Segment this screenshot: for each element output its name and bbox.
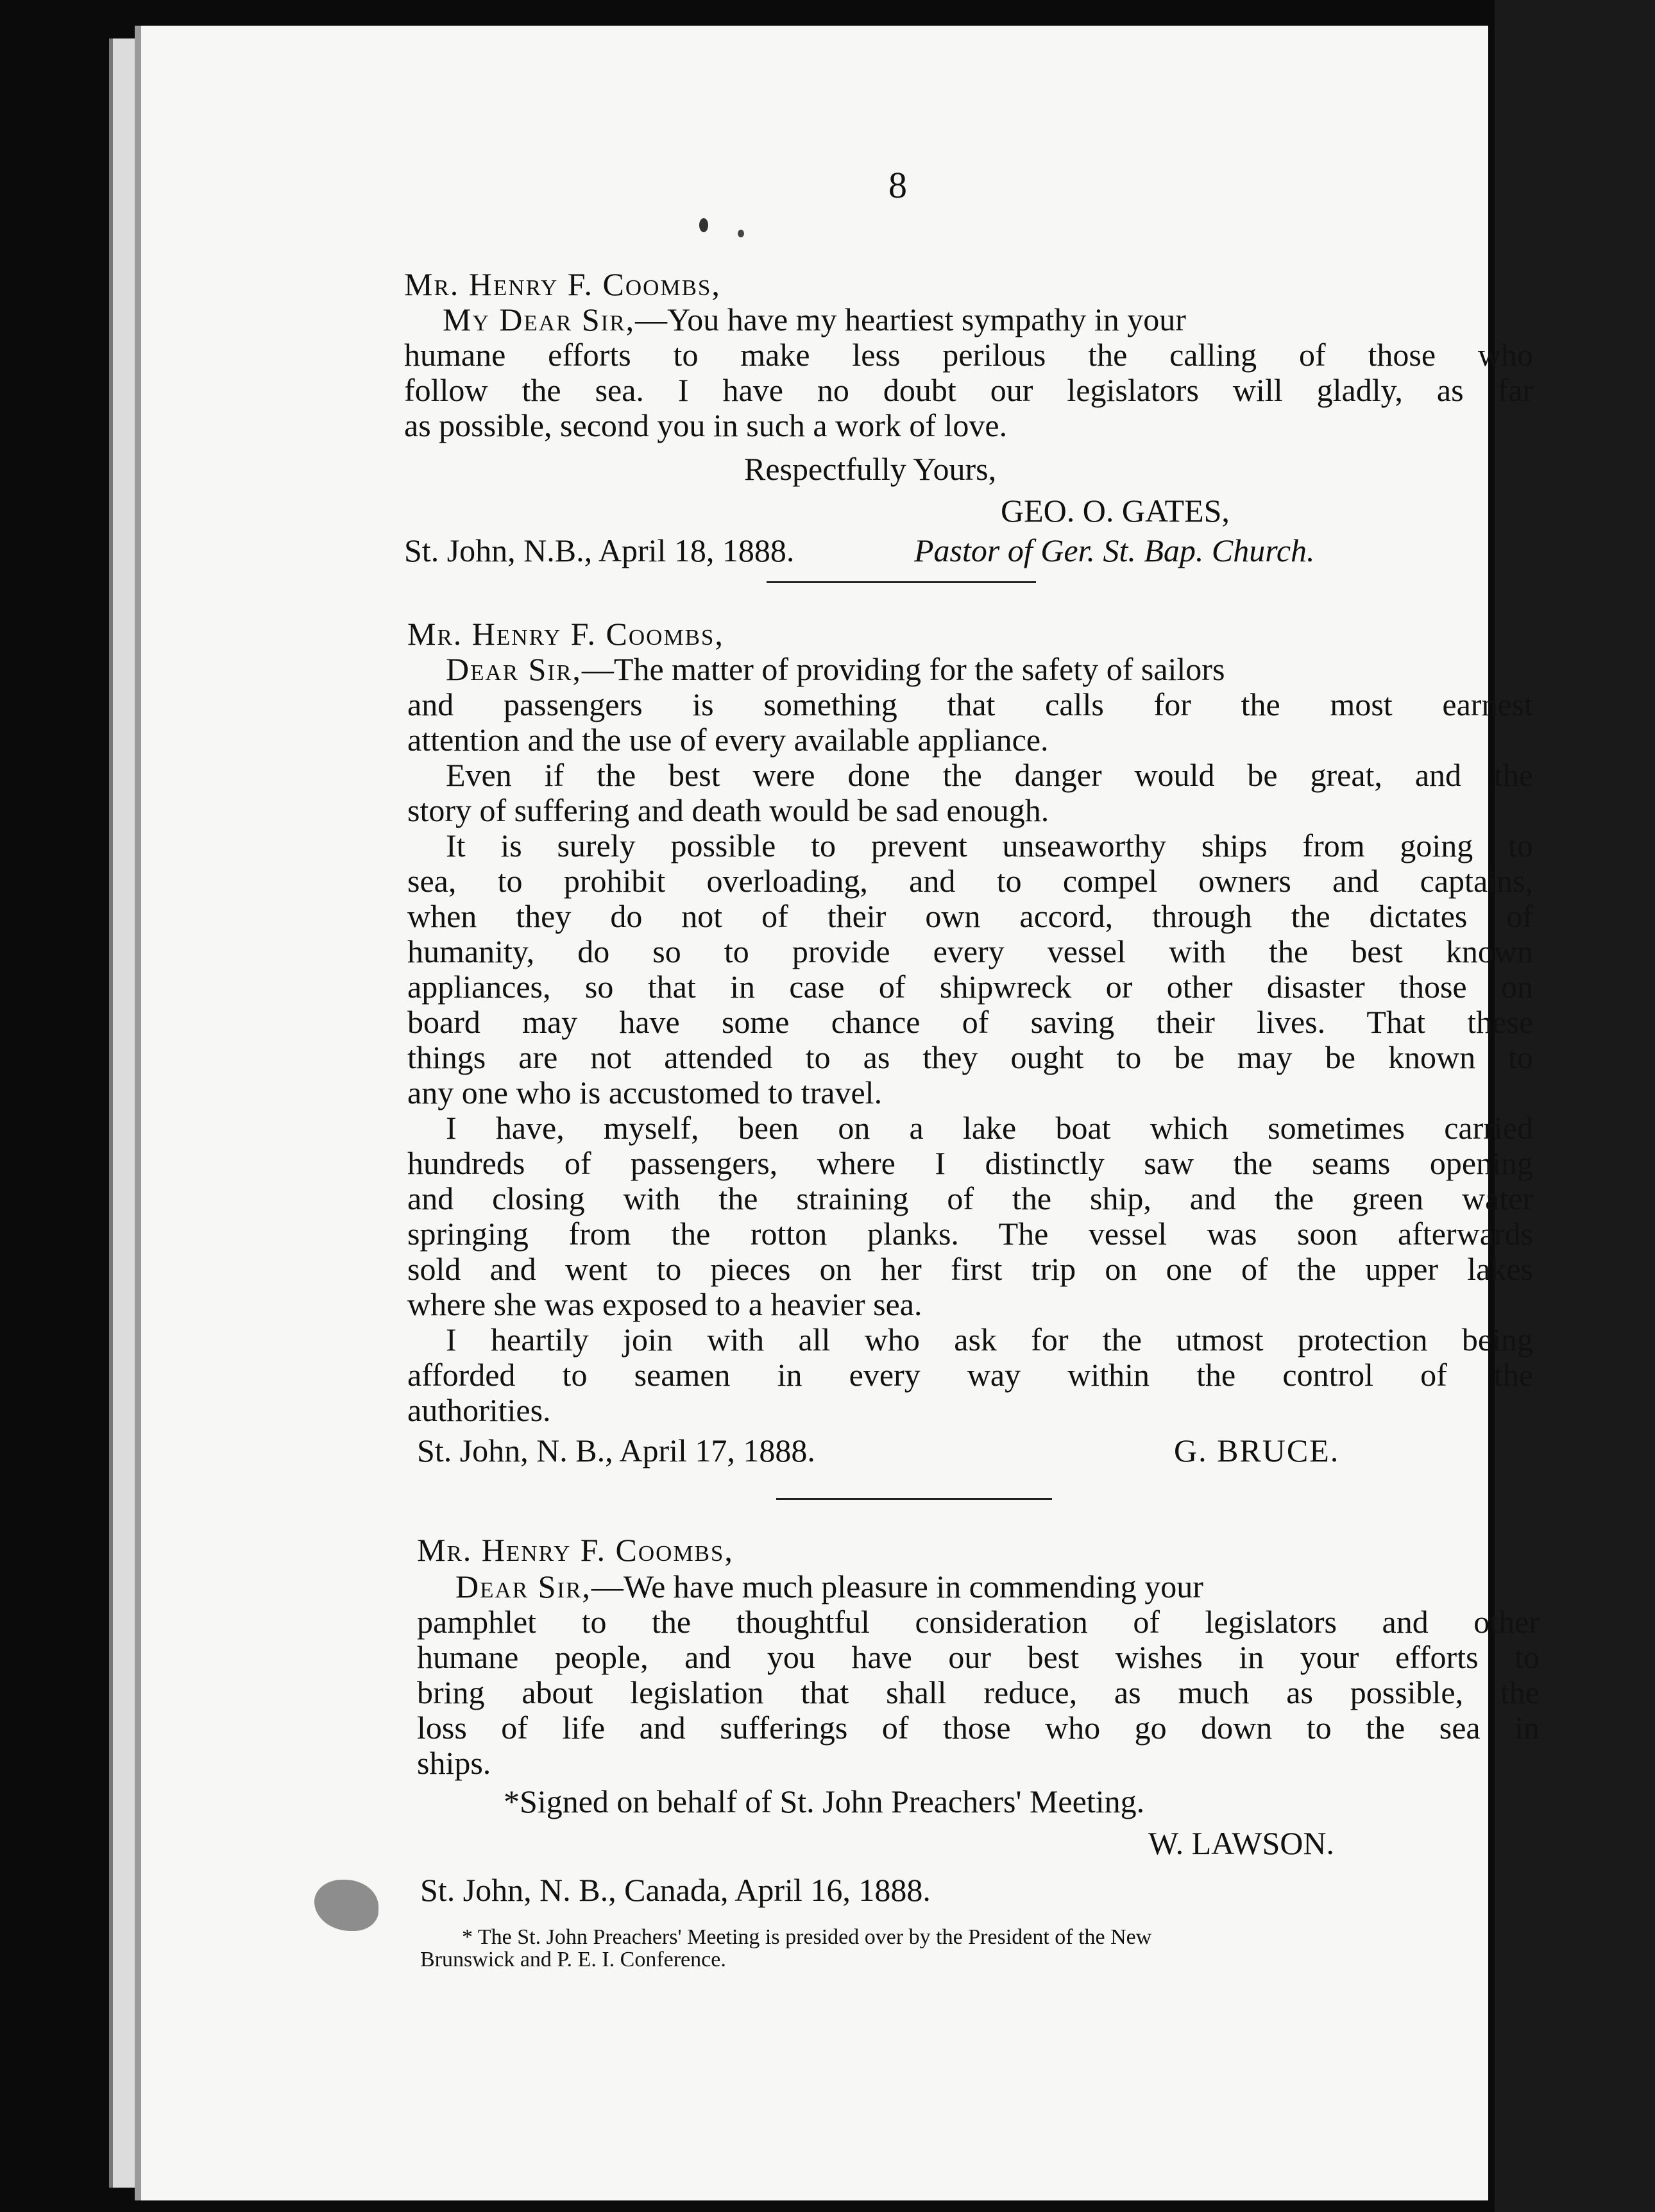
body-line: It is surely possible to prevent unseaworthy ships from going to <box>446 828 1533 864</box>
opening: My Dear Sir, <box>443 302 636 337</box>
body-line: authorities. <box>407 1392 551 1428</box>
body-line: board may have some chance of saving their lives. That these <box>407 1004 1533 1040</box>
body-line: sold and went to pieces on her first trip on one of the upper lakes <box>407 1251 1533 1287</box>
body-line: things are not attended to as they ought to be may be known to <box>407 1039 1533 1075</box>
body-line: ships. <box>417 1745 491 1781</box>
footnote-line: Brunswick and P. E. I. Conference. <box>420 1948 726 1971</box>
page-number: 8 <box>888 164 907 206</box>
salutation: Mr. Henry F. Coombs, <box>417 1532 734 1568</box>
footnote-line: * The St. John Preachers' Meeting is presided over by the President of the New <box>462 1925 1152 1949</box>
body-line: hundreds of passengers, where I distinctly saw the seams opening <box>407 1145 1533 1181</box>
place-date: St. John, N. B., April 17, 1888. <box>417 1433 815 1468</box>
place-date: St. John, N.B., April 18, 1888. <box>404 532 795 568</box>
body-line: as possible, second you in such a work of love. <box>404 407 1008 443</box>
body-line: sea, to prohibit overloading, and to compel owners and captains, <box>407 863 1533 899</box>
body-line: and closing with the straining of the ship, and the green water <box>407 1180 1533 1216</box>
body-line: when they do not of their own accord, through the dictates of <box>407 898 1533 934</box>
body-line: loss of life and sufferings of those who go down to the sea in <box>417 1710 1540 1746</box>
divider <box>776 1498 1052 1500</box>
body-line: and passengers is something that calls for the most earnest <box>407 686 1533 722</box>
page-text <box>135 26 1540 2200</box>
body-line: where she was exposed to a heavier sea. <box>407 1286 922 1322</box>
body-line: I have, myself, been on a lake boat which sometimes carried <box>446 1110 1533 1146</box>
body-line: My Dear Sir,—You have my heartiest sympathy in your <box>443 302 1186 337</box>
body-line: afforded to seamen in every way within the control of the <box>407 1357 1533 1393</box>
salutation: Mr. Henry F. Coombs, <box>407 616 724 652</box>
body-line: pamphlet to the thoughtful consideration of legislators and other <box>417 1604 1540 1640</box>
body-line: any one who is accustomed to travel. <box>407 1075 883 1110</box>
body-line: follow the sea. I have no doubt our legislators will gladly, as far <box>404 372 1533 408</box>
signature: G. BRUCE. <box>1174 1433 1340 1468</box>
body-line: story of suffering and death would be sad enough. <box>407 792 1049 828</box>
body-line: humanity, do so to provide every vessel with the best known <box>407 933 1533 969</box>
body-line: appliances, so that in case of shipwreck or other disaster those on <box>407 969 1533 1005</box>
signer-title: Pastor of Ger. St. Bap. Church. <box>914 532 1315 568</box>
signing-note: *Signed on behalf of St. John Preachers' Meeting. <box>504 1783 1145 1819</box>
body-line: Even if the best were done the danger would be great, and the <box>446 757 1533 793</box>
divider <box>767 581 1036 583</box>
salutation: Mr. Henry F. Coombs, <box>404 266 721 302</box>
body-line: attention and the use of every available appliance. <box>407 722 1049 758</box>
place-date: St. John, N. B., Canada, April 16, 1888. <box>420 1872 931 1908</box>
opening: Dear Sir, <box>446 651 582 687</box>
document-page <box>135 26 1540 2200</box>
opening: Dear Sir, <box>455 1569 591 1604</box>
body-line: bring about legislation that shall reduce, as much as possible, the <box>417 1674 1540 1710</box>
body-line: I heartily join with all who ask for the utmost protection being <box>446 1322 1533 1357</box>
signature: GEO. O. GATES, <box>1001 493 1230 529</box>
signature: W. LAWSON. <box>1148 1825 1334 1861</box>
closing: Respectfully Yours, <box>744 451 997 487</box>
body-line: Dear Sir,—The matter of providing for the safety of sailors <box>446 651 1225 687</box>
body-line: humane people, and you have our best wishes in your efforts to <box>417 1639 1540 1675</box>
body-line: springing from the rotton planks. The vessel was soon afterwards <box>407 1216 1533 1252</box>
body-line: humane efforts to make less perilous the calling of those who <box>404 337 1533 373</box>
body-line: Dear Sir,—We have much pleasure in commending your <box>455 1569 1203 1604</box>
